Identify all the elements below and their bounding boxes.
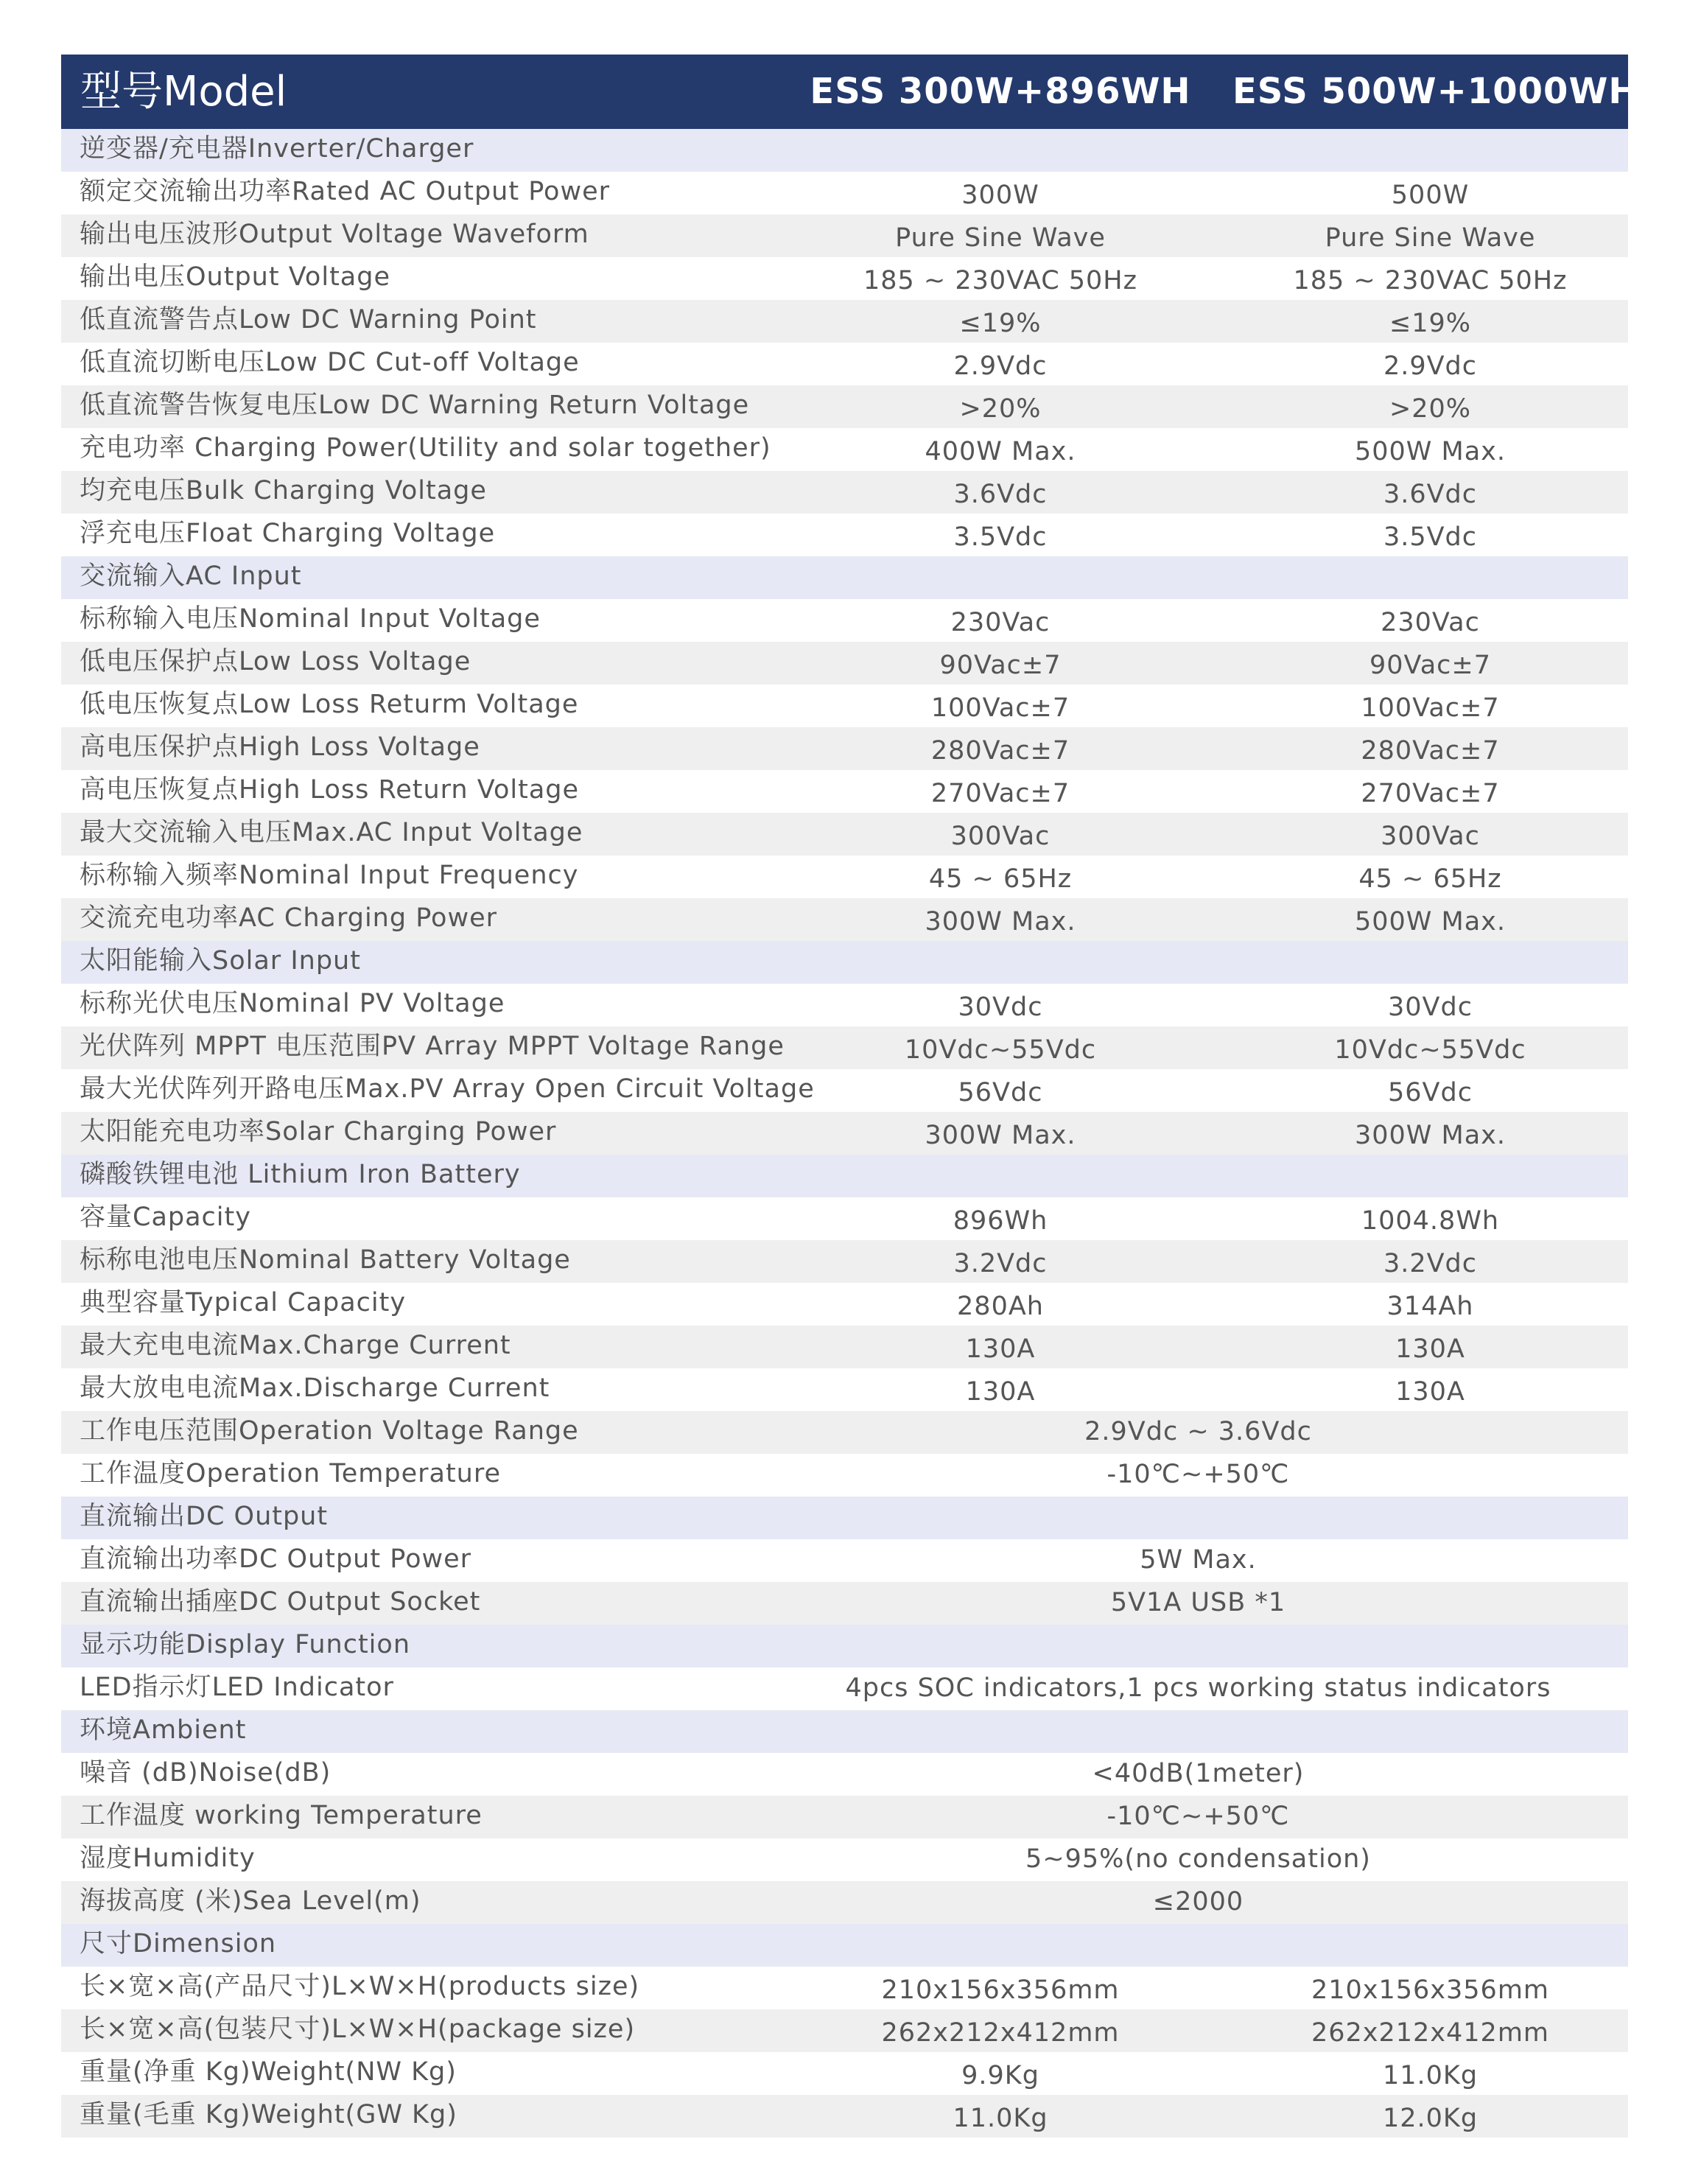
table-row: [61, 727, 1628, 770]
row-value-shared: 4pcs SOC indicators,1 pcs working status indicators: [845, 1673, 1551, 1703]
row-value-col2: 500W: [1391, 181, 1470, 210]
row-value-col1: Pure Sine Wave: [895, 223, 1106, 253]
row-value-col2: Pure Sine Wave: [1325, 223, 1536, 253]
row-label: 额定交流输出功率Rated AC Output Power: [80, 177, 611, 206]
table-row: [61, 1753, 1628, 1796]
row-value-col1: 45 ~ 65Hz: [928, 864, 1073, 894]
row-label: LED指示灯LED Indicator: [80, 1673, 394, 1702]
row-label: 直流输出功率DC Output Power: [80, 1544, 472, 1574]
table-row: [61, 855, 1628, 898]
row-value-col1: 10Vdc~55Vdc: [904, 1035, 1097, 1065]
row-value-col2: 90Vac±7: [1369, 651, 1492, 680]
row-label: 重量(毛重 Kg)Weight(GW Kg): [80, 2100, 457, 2129]
row-value-col1: 130A: [965, 1334, 1036, 1364]
table-row: [61, 1069, 1628, 1112]
row-value-col2: 45 ~ 65Hz: [1358, 864, 1502, 894]
table-row: [61, 685, 1628, 727]
table-row: [61, 1881, 1628, 1924]
row-value-col1: >20%: [959, 394, 1042, 424]
table-row: [61, 1197, 1628, 1240]
row-label: 湿度Humidity: [80, 1844, 256, 1873]
row-label: 输出电压Output Voltage: [80, 262, 390, 292]
row-value-col2: 270Vac±7: [1361, 779, 1500, 808]
row-value-col2: 3.5Vdc: [1383, 522, 1478, 552]
table-row: [61, 1368, 1628, 1411]
section-header-row: [61, 1924, 1628, 1967]
row-label: 海拔高度 (米)Sea Level(m): [80, 1886, 421, 1916]
section-header-row: [61, 1497, 1628, 1539]
row-label: 典型容量Typical Capacity: [80, 1288, 407, 1317]
row-value-col2: 500W Max.: [1354, 907, 1507, 937]
table-row: [61, 1283, 1628, 1326]
row-value-shared: -10℃~+50℃: [1106, 1460, 1290, 1489]
row-label: 标称电池电压Nominal Battery Voltage: [80, 1245, 571, 1275]
row-value-col2: 56Vdc: [1388, 1078, 1473, 1107]
row-value-col2: 210x156x356mm: [1311, 1975, 1550, 2005]
row-value-col2: 185 ~ 230VAC 50Hz: [1293, 266, 1568, 295]
row-value-col2: ≤19%: [1389, 309, 1472, 338]
section-title: 尺寸Dimension: [80, 1929, 277, 1959]
row-value-col1: 90Vac±7: [939, 651, 1062, 680]
row-label: 光伏阵列 MPPT 电压范围PV Array MPPT Voltage Range: [80, 1032, 785, 1061]
row-value-col1: 300W Max.: [925, 1121, 1076, 1150]
section-title: 太阳能输入Solar Input: [80, 946, 361, 976]
row-label: 工作温度 working Temperature: [80, 1801, 483, 1830]
table-row: [61, 1582, 1628, 1625]
row-label: 长×宽×高(产品尺寸)L×W×H(products size): [80, 1972, 640, 2001]
section-title: 直流输出DC Output: [80, 1502, 329, 1531]
table-header: [61, 55, 1639, 129]
table-body: [61, 129, 1628, 2138]
table-row: [61, 984, 1628, 1026]
table-row: [61, 1667, 1628, 1710]
row-value-shared: 5V1A USB *1: [1110, 1588, 1286, 1617]
row-label: 浮充电压Float Charging Voltage: [80, 519, 496, 548]
row-value-shared: 2.9Vdc ~ 3.6Vdc: [1084, 1417, 1312, 1446]
row-value-col2: 3.6Vdc: [1383, 480, 1478, 509]
spec-table: [61, 55, 1639, 2138]
row-label: 直流输出插座DC Output Socket: [80, 1587, 481, 1617]
row-value-col1: ≤19%: [959, 309, 1042, 338]
row-value-col2: 3.2Vdc: [1383, 1249, 1478, 1278]
row-label: 交流充电功率AC Charging Power: [80, 903, 498, 933]
section-header-row: [61, 129, 1628, 172]
row-value-col1: 300W Max.: [925, 907, 1076, 937]
row-label: 工作电压范围Operation Voltage Range: [80, 1416, 579, 1446]
row-value-col1: 210x156x356mm: [881, 1975, 1120, 2005]
row-label: 低电压保护点Low Loss Voltage: [80, 647, 471, 676]
row-label: 容量Capacity: [80, 1203, 251, 1232]
row-value-col1: 11.0Kg: [953, 2104, 1048, 2133]
table-row: [61, 1112, 1628, 1155]
row-value-col2: 130A: [1395, 1377, 1465, 1407]
row-label: 输出电压波形Output Voltage Waveform: [80, 220, 589, 249]
table-row: [61, 1967, 1628, 2009]
table-row: [61, 2009, 1628, 2052]
row-value-col1: 270Vac±7: [930, 779, 1070, 808]
row-value-col2: 130A: [1395, 1334, 1465, 1364]
row-label: 最大充电电流Max.Charge Current: [80, 1331, 511, 1360]
row-value-col1: 9.9Kg: [961, 2061, 1039, 2090]
table-row: [61, 257, 1628, 300]
row-value-col2: 500W Max.: [1354, 437, 1507, 466]
row-value-col2: 230Vac: [1381, 608, 1480, 637]
section-header-row: [61, 556, 1628, 599]
table-row: [61, 1240, 1628, 1283]
row-value-col2: 12.0Kg: [1382, 2104, 1479, 2133]
row-value-col1: 56Vdc: [958, 1078, 1043, 1107]
row-value-col2: 314Ah: [1386, 1292, 1474, 1321]
model-column-1: ESS 300W+896WH: [810, 71, 1191, 112]
row-value-col2: 280Vac±7: [1361, 736, 1500, 766]
row-value-col2: 10Vdc~55Vdc: [1334, 1035, 1526, 1065]
table-row: [61, 1454, 1628, 1497]
row-label: 最大交流输入电压Max.AC Input Voltage: [80, 818, 583, 847]
row-value-col1: 30Vdc: [958, 993, 1043, 1022]
row-label: 低电压恢复点Low Loss Returm Voltage: [80, 690, 579, 719]
table-row: [61, 2095, 1628, 2138]
table-row: [61, 898, 1628, 941]
row-value-col1: 300W: [961, 181, 1039, 210]
section-title: 环境Ambient: [80, 1715, 247, 1745]
table-row: [61, 514, 1628, 556]
row-value-col1: 280Vac±7: [930, 736, 1070, 766]
row-label: 低直流警告恢复电压Low DC Warning Return Voltage: [80, 391, 750, 420]
table-row: [61, 428, 1628, 471]
table-row: [61, 300, 1628, 343]
row-value-shared: 5~95%(no condensation): [1025, 1844, 1371, 1874]
row-label: 最大光伏阵列开路电压Max.PV Array Open Circuit Voltage: [80, 1074, 815, 1104]
row-value-col1: 896Wh: [953, 1206, 1048, 1236]
row-value-col1: 3.5Vdc: [953, 522, 1048, 552]
section-header-row: [61, 941, 1628, 984]
row-value-col1: 280Ah: [957, 1292, 1044, 1321]
row-label: 重量(净重 Kg)Weight(NW Kg): [80, 2057, 457, 2087]
row-value-col1: 100Vac±7: [930, 693, 1070, 723]
table-row: [61, 1026, 1628, 1069]
row-value-col2: 262x212x412mm: [1311, 2018, 1550, 2048]
row-value-col1: 2.9Vdc: [953, 351, 1048, 381]
row-value-col2: 1004.8Wh: [1361, 1206, 1500, 1236]
row-label: 标称输入频率Nominal Input Frequency: [80, 861, 579, 890]
row-label: 均充电压Bulk Charging Voltage: [80, 476, 487, 505]
section-title: 逆变器/充电器Inverter/Charger: [80, 134, 474, 164]
row-label: 长×宽×高(包装尺寸)L×W×H(package size): [80, 2015, 636, 2044]
row-label: 低直流切断电压Low DC Cut-off Voltage: [80, 348, 580, 377]
row-value-col1: 300Vac: [950, 822, 1051, 851]
row-value-col2: 300W Max.: [1354, 1121, 1507, 1150]
table-row: [61, 471, 1628, 514]
table-row: [61, 1411, 1628, 1454]
table-row: [61, 343, 1628, 385]
row-value-col1: 3.2Vdc: [953, 1249, 1048, 1278]
table-row: [61, 385, 1628, 428]
row-value-shared: 5W Max.: [1140, 1545, 1257, 1575]
table-row: [61, 2052, 1628, 2095]
row-value-shared: -10℃~+50℃: [1106, 1802, 1290, 1831]
row-label: 太阳能充电功率Solar Charging Power: [80, 1117, 557, 1147]
section-header-row: [61, 1625, 1628, 1667]
row-label: 低直流警告点Low DC Warning Point: [80, 305, 537, 335]
table-row: [61, 770, 1628, 813]
section-title: 显示功能Display Function: [80, 1630, 411, 1659]
row-label: 标称输入电压Nominal Input Voltage: [80, 604, 541, 634]
table-row: [61, 813, 1628, 855]
table-row: [61, 172, 1628, 214]
row-value-col1: 262x212x412mm: [881, 2018, 1120, 2048]
row-label: 高电压恢复点High Loss Return Voltage: [80, 775, 580, 805]
table-row: [61, 1838, 1628, 1881]
row-value-col1: 185 ~ 230VAC 50Hz: [863, 266, 1137, 295]
row-value-shared: <40dB(1meter): [1092, 1759, 1305, 1788]
section-header-row: [61, 1710, 1628, 1753]
table-row: [61, 599, 1628, 642]
row-label: 最大放电电流Max.Discharge Current: [80, 1373, 550, 1403]
row-value-col2: >20%: [1389, 394, 1472, 424]
row-value-shared: ≤2000: [1152, 1887, 1244, 1917]
table-row: [61, 214, 1628, 257]
row-value-col1: 230Vac: [950, 608, 1051, 637]
row-value-col2: 300Vac: [1381, 822, 1480, 851]
section-title: 磷酸铁锂电池 Lithium Iron Battery: [80, 1160, 521, 1189]
table-row: [61, 1326, 1628, 1368]
row-value-col2: 100Vac±7: [1361, 693, 1500, 723]
row-label: 充电功率 Charging Power(Utility and solar together): [80, 433, 771, 463]
row-value-col2: 11.0Kg: [1382, 2061, 1479, 2090]
table-row: [61, 1539, 1628, 1582]
row-value-col1: 400W Max.: [925, 437, 1076, 466]
row-label: 高电压保护点High Loss Voltage: [80, 732, 480, 762]
row-label: 标称光伏电压Nominal PV Voltage: [80, 989, 505, 1018]
row-value-col1: 130A: [965, 1377, 1036, 1407]
model-header-label: 型号Model: [80, 68, 287, 116]
row-value-col2: 2.9Vdc: [1383, 351, 1478, 381]
table-row: [61, 642, 1628, 685]
row-label: 噪音 (dB)Noise(dB): [80, 1758, 332, 1788]
section-header-row: [61, 1155, 1628, 1197]
row-value-col1: 3.6Vdc: [953, 480, 1048, 509]
model-column-2: ESS 500W+1000WH: [1232, 71, 1639, 112]
row-value-col2: 30Vdc: [1388, 993, 1473, 1022]
row-label: 工作温度Operation Temperature: [80, 1459, 502, 1488]
table-row: [61, 1796, 1628, 1838]
section-title: 交流输入AC Input: [80, 561, 302, 591]
